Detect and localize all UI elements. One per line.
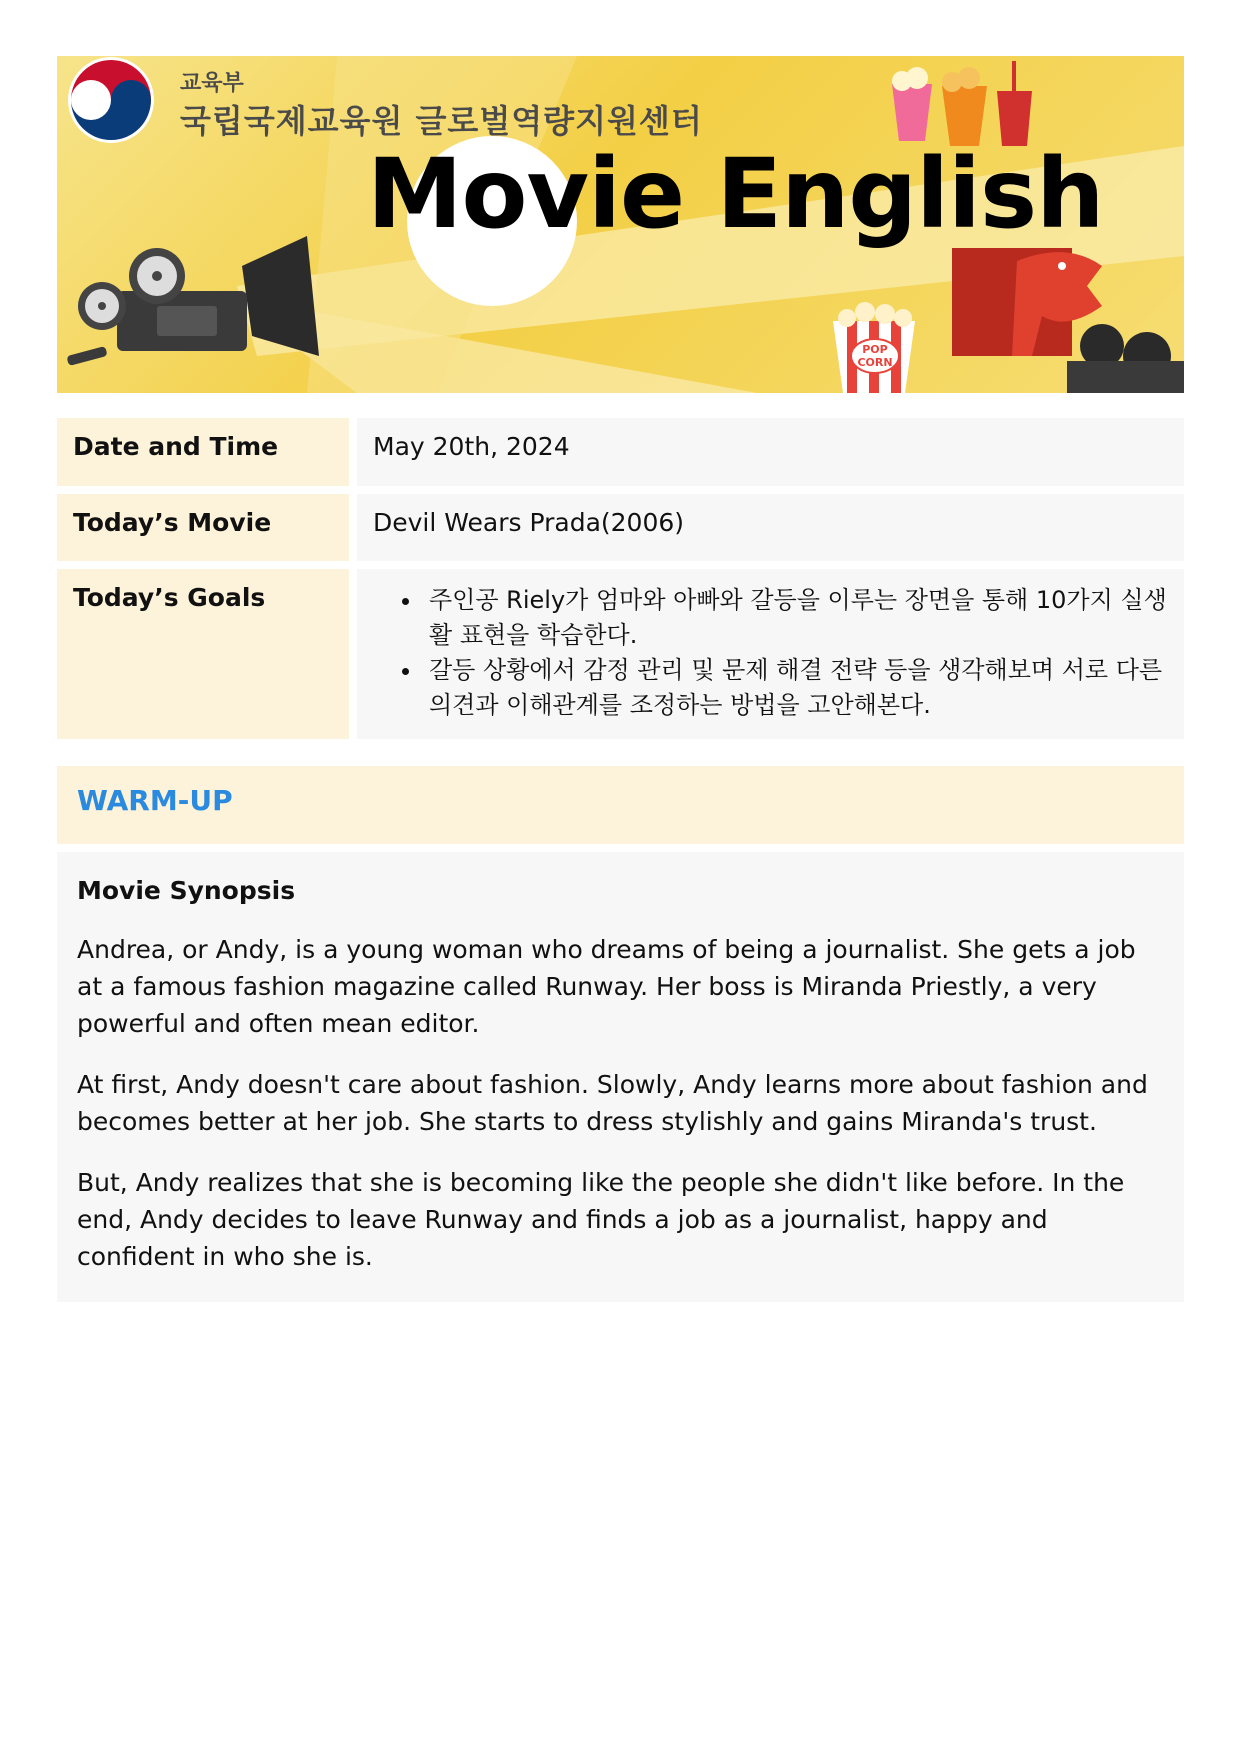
goals-list — [373, 583, 1168, 723]
synopsis-paragraph: Andrea, or Andy, is a young woman who dreams of being a journalist. She gets a job at a famous fashion magazine called Runway. Her boss is Miranda Priestly, a very powerful and often mean editor. — [77, 935, 1136, 1038]
movie-label: Today’s Movie — [57, 494, 349, 561]
goal-item: • 갈등 상황에서 감정 관리 및 문제 해결 전략 등을 생각해보며 서로 다른 의견과 이해관계를 조정하는 방법을 고안해본다. — [423, 653, 1168, 723]
svg-text:CORN: CORN — [857, 356, 893, 369]
svg-text:POP: POP — [862, 343, 888, 356]
ministry-name: 교육부 — [180, 71, 244, 96]
date-label: Date and Time — [57, 418, 349, 486]
taegeuk-logo-icon — [68, 57, 154, 143]
synopsis-paragraph: But, Andy realizes that she is becoming like the people she didn't like before. In the end, Andy decides to leave Runway and finds a job as a journalist, happy and confident in who she is. — [77, 1168, 1125, 1271]
date-value: May 20th, 2024 — [357, 418, 1184, 486]
synopsis-section — [57, 852, 1184, 1302]
header-banner — [57, 56, 1184, 393]
synopsis-paragraph: At first, Andy doesn't care about fashion. Slowly, Andy learns more about fashion and becomes better at her job. She starts to dress stylishly and gains Miranda's trust. — [77, 1070, 1148, 1136]
page-title: Movie English — [367, 138, 1104, 250]
synopsis-title: Movie Synopsis — [77, 876, 296, 905]
snack-characters-icon — [892, 61, 1032, 146]
info-row-date — [57, 418, 1184, 486]
popcorn-box-icon — [833, 302, 915, 393]
warmup-heading: WARM-UP — [57, 766, 1184, 844]
goals-value — [357, 569, 1184, 739]
goal-item: • 주인공 Riely가 엄마와 아빠와 갈등을 이루는 장면을 통해 10가지 실생활 표현을 학습한다. — [423, 583, 1168, 653]
dinosaur-screen-icon — [952, 248, 1102, 356]
audience-icon — [1067, 324, 1184, 393]
info-row-goals — [57, 569, 1184, 739]
movie-value: Devil Wears Prada(2006) — [357, 494, 1184, 561]
organization-name: 국립국제교육원 글로벌역량지원센터 — [180, 102, 703, 140]
lesson-info-table — [57, 418, 1184, 747]
goals-label: Today’s Goals — [57, 569, 349, 739]
info-row-movie — [57, 494, 1184, 561]
